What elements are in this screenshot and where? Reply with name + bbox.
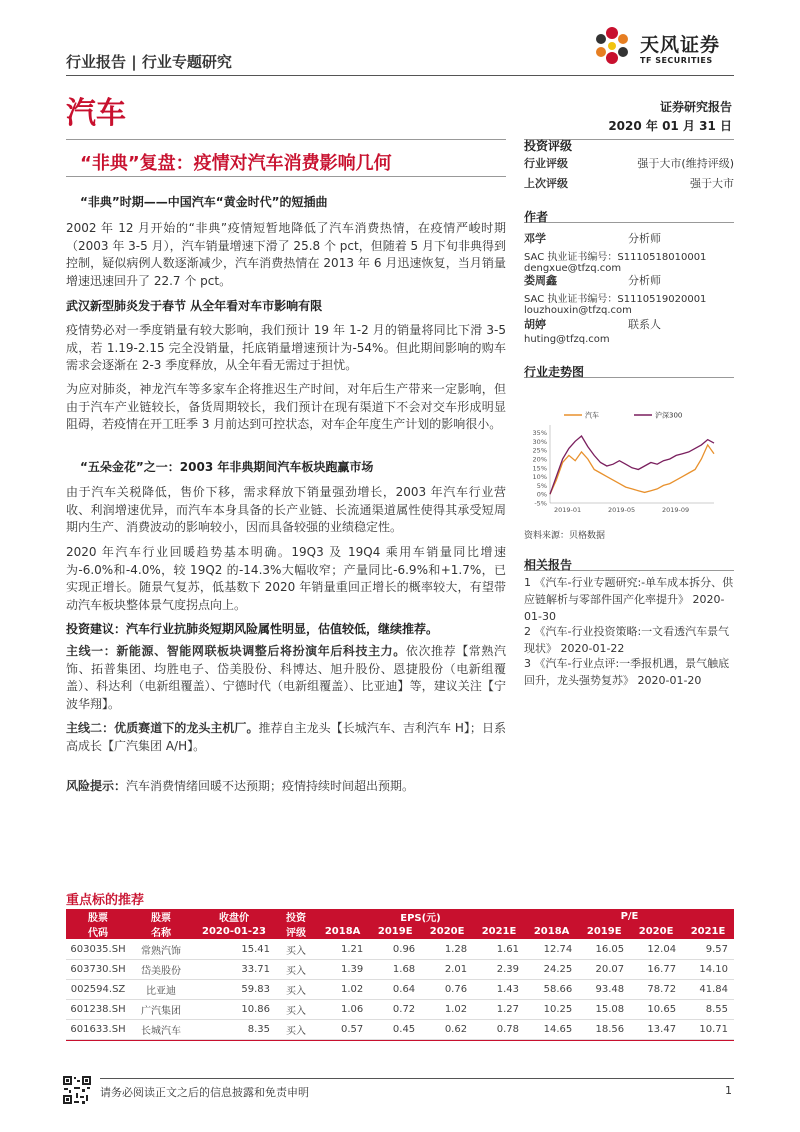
table-cell: 2.01 — [421, 960, 473, 980]
related-report-text: 3 《汽车-行业点评:一季报机遇，景气触底回升，龙头强势复苏》 — [524, 657, 730, 687]
author-email[interactable]: huting@tfzq.com — [524, 334, 610, 345]
table-cell: 603035.SH — [66, 940, 130, 960]
header-divider — [66, 75, 734, 76]
industry-rating-value: 强于大市(维持评级) — [637, 157, 734, 170]
table-cell: 10.65 — [630, 1000, 682, 1020]
table-cell: 1.61 — [473, 940, 525, 960]
table-cell: 1.43 — [473, 980, 525, 1000]
author-email[interactable]: dengxue@tfzq.com — [524, 263, 622, 274]
y-tick-label: 30% — [532, 437, 547, 446]
page-title: “非典”复盘：疫情对汽车消费影响几何 — [80, 153, 392, 174]
table-cell: 长城汽车 — [130, 1020, 192, 1040]
table-cell: 16.05 — [578, 940, 630, 960]
disclaimer[interactable]: 请务必阅读正文之后的信息披露和免责申明 — [100, 1086, 309, 1099]
th-year: 2019E — [578, 924, 630, 940]
table-cell: 10.25 — [525, 1000, 578, 1020]
th-stock: 股票 — [66, 909, 130, 924]
section-heading-2: 武汉新型肺炎发于春节 从全年看对车市影响有限 — [66, 299, 323, 313]
table-cell: 8.55 — [682, 1000, 734, 1020]
paragraph-2: 疫情势必对一季度销量有较大影响，我们预计 19 年 1-2 月的销量将同比下滑 3-5 成，若 1.19-2.15 完全没销量，托底销量增速预计为-54%。但此期间影响的购车需求会逐渐在 2-3 季度释放，从全年看无需过于担忧。 — [66, 323, 506, 372]
th-close: 收盘价 — [192, 909, 276, 924]
table-cell: 0.62 — [421, 1020, 473, 1040]
table-cell: 1.28 — [421, 940, 473, 960]
table-cell: 601238.SH — [66, 1000, 130, 1020]
th-year: 2021E — [682, 924, 734, 940]
table-cell: 0.45 — [369, 1020, 421, 1040]
author-role: 分析师 — [628, 232, 661, 245]
th-stock: 股票 — [130, 909, 192, 924]
main-line-1-text: 依次推荐【常熟汽饰、拓普集团、均胜电子、岱美股份、科博达、旭升股份、恩捷股份（电新组覆盖）、科达利（电新组覆盖）、宁德时代（电新组覆盖）、比亚迪】等，建议关注【宁波华翔】。 — [66, 644, 506, 711]
author-email[interactable]: louzhouxin@tfzq.com — [524, 305, 632, 316]
table-cell: 1.27 — [473, 1000, 525, 1020]
trend-chart — [524, 407, 734, 519]
table-cell: 24.25 — [525, 960, 578, 980]
table-cell: 002594.SZ — [66, 980, 130, 1000]
rating-title: 投资评级 — [524, 139, 573, 153]
legend-label: 沪深300 — [655, 411, 683, 420]
prev-rating-value: 强于大市 — [690, 177, 734, 190]
author-role: 联系人 — [628, 318, 661, 331]
th-date: 2020-01-23 — [192, 924, 276, 940]
table-cell: 8.35 — [192, 1020, 276, 1040]
th-pe: P/E — [525, 909, 734, 924]
table-cell: 20.07 — [578, 960, 630, 980]
table-cell: 16.77 — [630, 960, 682, 980]
footer-line — [100, 1078, 734, 1079]
table-cell: 59.83 — [192, 980, 276, 1000]
series-line-1 — [550, 436, 714, 494]
author-1 — [524, 230, 734, 274]
author-name: 邓学 — [524, 232, 546, 245]
table-cell: 603730.SH — [66, 960, 130, 980]
x-tick-label: 2019-09 — [662, 506, 690, 514]
th-year: 2020E — [630, 924, 682, 940]
table-cell: 1.06 — [316, 1000, 369, 1020]
th-invest: 投资 — [276, 909, 316, 924]
title-top-line — [66, 139, 506, 140]
author-2 — [524, 272, 734, 316]
trend-title: 行业走势图 — [524, 365, 585, 379]
related-report-1[interactable] — [524, 574, 734, 625]
th-year: 2018A — [316, 924, 369, 940]
industry-rating-label: 行业评级 — [524, 157, 568, 170]
table-cell: 18.56 — [578, 1020, 630, 1040]
report-type: 证券研究报告 — [659, 100, 732, 114]
table-cell: 岱美股份 — [130, 960, 192, 980]
table-cell: 601633.SH — [66, 1020, 130, 1040]
paragraph-4: 由于汽车关税降低，售价下移，需求释放下销量强劲增长，2003 年汽车行业营收、利润增速优异，而汽车本身具备的长产业链、长流通渠道属性使得其承受短周期内生产、消费波动的影响较小，因而具备较强的业绩稳定性。 — [66, 485, 506, 534]
y-tick-label: 35% — [532, 429, 547, 438]
y-tick-label: 20% — [532, 455, 547, 464]
y-tick-label: 0% — [536, 490, 547, 499]
y-tick-label: 15% — [532, 464, 547, 473]
logo-en: TF SECURITIES — [640, 56, 713, 65]
table-cell: 比亚迪 — [130, 980, 192, 1000]
y-tick-label: 10% — [532, 473, 547, 482]
table-cell: 15.41 — [192, 940, 276, 960]
paragraph-5: 2020 年汽车行业回暖趋势基本明确。19Q3 及 19Q4 乘用车销量同比增速为-6.0%和-4.0%，较 19Q2 的-14.3%大幅收窄；产量同比-6.9%和+1.7%，已实现正增长。随景气复苏，低基数下 2020 年销量重回正增长的概率较大，有望带动汽车板块整体景气度拐点向上。 — [66, 545, 506, 612]
th-code: 代码 — [66, 924, 130, 940]
table-cell: 买入 — [276, 1020, 316, 1040]
th-name: 名称 — [130, 924, 192, 940]
author-3 — [524, 316, 734, 345]
related-report-3[interactable] — [524, 655, 734, 689]
table-cell: 9.57 — [682, 940, 734, 960]
report-date: 2020 年 01 月 31 日 — [608, 119, 732, 133]
table-row — [66, 980, 734, 1000]
table-cell: 14.10 — [682, 960, 734, 980]
table-cell: 10.86 — [192, 1000, 276, 1020]
related-report-date: 2020-01-20 — [637, 674, 702, 687]
table-cell: 常熟汽饰 — [130, 940, 192, 960]
main-line-1 — [66, 643, 506, 713]
table-cell: 买入 — [276, 980, 316, 1000]
table-row — [66, 1020, 734, 1040]
table-cell: 0.78 — [473, 1020, 525, 1040]
paragraph-1: 2002 年 12 月开始的“非典”疫情短暂地降低了汽车消费热情，在疫情严峻时期（2003 年 3-5 月），汽车销量增速下滑了 25.8 个 pct，但随着 5 月下旬非典得到控制，疑似病例人数逐渐减少，汽车消费热情在 2013 年 6 月迅速恢复，当月销量增速迅速回升了 22.7 个 pct。 — [66, 221, 506, 288]
y-tick-label: -5% — [534, 499, 547, 508]
section-heading-1: “非典”时期——中国汽车“黄金时代”的短插曲 — [80, 195, 328, 209]
table-row — [66, 940, 734, 960]
table-cell: 12.74 — [525, 940, 578, 960]
table-cell: 13.47 — [630, 1020, 682, 1040]
x-tick-label: 2019-01 — [554, 506, 582, 514]
author-role: 分析师 — [628, 274, 661, 287]
table-cell: 买入 — [276, 940, 316, 960]
main-line-2 — [66, 720, 506, 755]
chart-source: 资料来源：贝格数据 — [524, 531, 606, 541]
authors-title: 作者 — [524, 210, 549, 224]
main-line-2-text: 推荐自主龙头【长城汽车、吉利汽车 H】；日系高成长【广汽集团 A/H】。 — [66, 721, 506, 753]
table-cell: 1.02 — [421, 1000, 473, 1020]
related-report-date: 2020-01-22 — [560, 642, 625, 655]
th-year: 2019E — [369, 924, 421, 940]
paragraph-3: 为应对肺炎，神龙汽车等多家车企将推迟生产时间，对年后生产带来一定影响，但由于汽车产业链较长，备货周期较长，我们预计在现有渠道下不会对交车形成明显阻碍，若疫情在开工旺季 3 月前达到可控状态，对车企年度生产计划的影响很小。 — [66, 382, 506, 431]
table-cell: 1.68 — [369, 960, 421, 980]
table-cell: 广汽集团 — [130, 1000, 192, 1020]
page-number: 1 — [725, 1084, 732, 1097]
table-cell: 0.76 — [421, 980, 473, 1000]
table-cell: 58.66 — [525, 980, 578, 1000]
table-cell: 33.71 — [192, 960, 276, 980]
table-cell: 2.39 — [473, 960, 525, 980]
related-report-2[interactable] — [524, 623, 734, 657]
table-cell: 1.39 — [316, 960, 369, 980]
th-eps: EPS(元) — [316, 909, 525, 924]
risk-text: 汽车消费情绪回暖不达预期；疫情持续时间超出预期。 — [126, 779, 415, 793]
table-title: 重点标的推荐 — [66, 893, 145, 908]
risk-label: 风险提示： — [66, 779, 127, 793]
table-cell: 41.84 — [682, 980, 734, 1000]
industry-rating-row — [524, 155, 734, 171]
table-cell: 0.96 — [369, 940, 421, 960]
x-tick-label: 2019-05 — [608, 506, 636, 514]
y-tick-label: 5% — [536, 481, 547, 490]
table-cell: 0.72 — [369, 1000, 421, 1020]
recommendation-table — [66, 909, 734, 1040]
section-heading-3: “五朵金花”之一：2003 年非典期间汽车板块跑赢市场 — [80, 460, 374, 474]
th-year: 2018A — [525, 924, 578, 940]
table-cell: 78.72 — [630, 980, 682, 1000]
table-cell: 10.71 — [682, 1020, 734, 1040]
table-cell: 93.48 — [578, 980, 630, 1000]
th-year: 2020E — [421, 924, 473, 940]
main-line-2-label: 主线二：优质赛道下的龙头主机厂。 — [66, 721, 259, 735]
investment-advice: 投资建议：汽车行业抗肺炎短期风险属性明显，估值较低，继续推荐。 — [66, 622, 439, 636]
sector-title: 汽车 — [66, 96, 126, 131]
author-cert: SAC 执业证书编号：S1110518010001 — [524, 252, 707, 263]
prev-rating-label: 上次评级 — [524, 177, 568, 190]
table-bottom-line — [66, 1040, 734, 1041]
table-row — [66, 960, 734, 980]
related-title: 相关报告 — [524, 558, 573, 572]
table-cell: 买入 — [276, 960, 316, 980]
table-cell: 14.65 — [525, 1020, 578, 1040]
risk-warning — [66, 778, 506, 796]
table-cell: 0.64 — [369, 980, 421, 1000]
main-line-1-label: 主线一：新能源、智能网联板块调整后将扮演年后科技主力。 — [66, 644, 406, 658]
title-bottom-line — [66, 176, 506, 177]
author-cert: SAC 执业证书编号：S1110519020001 — [524, 294, 707, 305]
qr-code-icon — [62, 1075, 92, 1105]
table-row — [66, 1000, 734, 1020]
table-cell: 15.08 — [578, 1000, 630, 1020]
table-cell: 12.04 — [630, 940, 682, 960]
related-report-date: 2020-01-30 — [524, 593, 725, 623]
author-name: 胡婷 — [524, 318, 546, 331]
y-tick-label: 25% — [532, 446, 547, 455]
table-cell: 1.21 — [316, 940, 369, 960]
table-cell: 0.57 — [316, 1020, 369, 1040]
related-report-text: 2 《汽车-行业投资策略:一文看透汽车景气现状》 — [524, 625, 730, 655]
legend-label: 汽车 — [585, 411, 599, 420]
report-category: 行业报告 | 行业专题研究 — [66, 53, 232, 71]
prev-rating-row — [524, 175, 734, 191]
related-report-text: 1 《汽车-行业专题研究:-单车成本拆分、供应链解析与零部件国产化率提升》 — [524, 576, 734, 606]
th-rating: 评级 — [276, 924, 316, 940]
th-year: 2021E — [473, 924, 525, 940]
table-cell: 买入 — [276, 1000, 316, 1020]
table-cell: 1.02 — [316, 980, 369, 1000]
logo-cn: 天风证券 — [640, 34, 721, 56]
author-name: 娄周鑫 — [524, 274, 557, 287]
